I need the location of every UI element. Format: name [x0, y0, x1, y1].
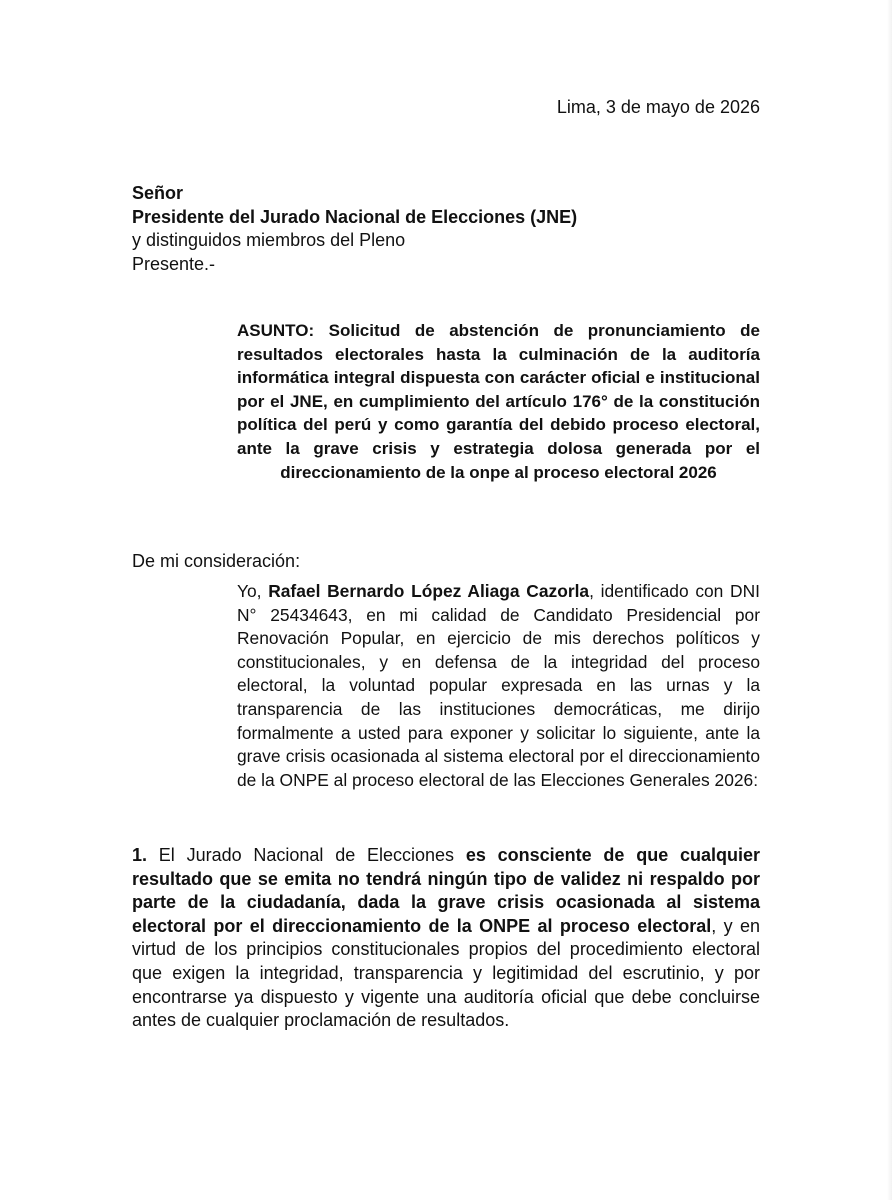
letter-date: Lima, 3 de mayo de 2026 — [556, 97, 760, 117]
recipient-members: y distinguidos miembros del Pleno — [132, 230, 406, 250]
point-1-rest: , y en virtud de los principios constitucionales propios del procedimiento electoral que exigen la integridad, transparencia y legitimidad del escrutinio, y por encontrarse ya dispuesto y vigente una auditoría oficial que debe concluirse antes de cualquier proclamación de resultados. — [132, 915, 760, 1031]
point-1-number: 1. — [132, 845, 148, 865]
page-edge — [887, 0, 892, 1200]
point-1-paragraph — [132, 844, 760, 1033]
intro-body: , identificado con DNI N° 25434643, en mi calidad de Candidato Presidencial por Renovación Popular, en ejercicio de mis derechos políticos y constitucionales, y en defensa de la integridad del proceso electoral, la voluntad popular expresada en las urnas y la transparencia de las instituciones democráticas, me dirijo formalmente a usted para exponer y solicitar lo siguiente, ante la grave crisis ocasionada al sistema electoral por el direccionamiento de la ONPE al proceso electoral de las Elecciones Generales 2026: — [237, 581, 761, 790]
greeting: De mi consideración: — [132, 551, 301, 571]
recipient-title: Presidente del Jurado Nacional de Elecciones (JNE) — [132, 206, 578, 227]
recipient-salutation: Señor — [132, 183, 184, 203]
signatory-name: Rafael Bernardo López Aliaga Cazorla — [268, 581, 590, 601]
intro-prefix: Yo, — [237, 581, 269, 601]
recipient-presente: Presente.- — [132, 253, 216, 274]
intro-paragraph — [237, 580, 760, 792]
subject-paragraph: ASUNTO: Solicitud de abstención de pronunciamiento de resultados electorales hasta la culminación de la auditoría informática integral dispuesta con carácter oficial e institucional por el JNE, en cumplimiento del artículo 176° de la constitución política del perú y como garantía del debido proceso electoral, ante la grave crisis y estrategia dolosa generada por el direccionamiento de la onpe al proceso electoral 2026 — [237, 321, 760, 482]
recipient-block — [132, 182, 577, 276]
point-1-lead: El Jurado Nacional de Elecciones — [147, 845, 466, 865]
point-1-emphasis: es consciente de que cualquier resultado que se emita no tendrá ningún tipo de validez ni respaldo por parte de la ciudadanía, dada la grave crisis ocasionada al sistema electoral por el direccionamiento de la ONPE al proceso electoral — [132, 845, 760, 936]
